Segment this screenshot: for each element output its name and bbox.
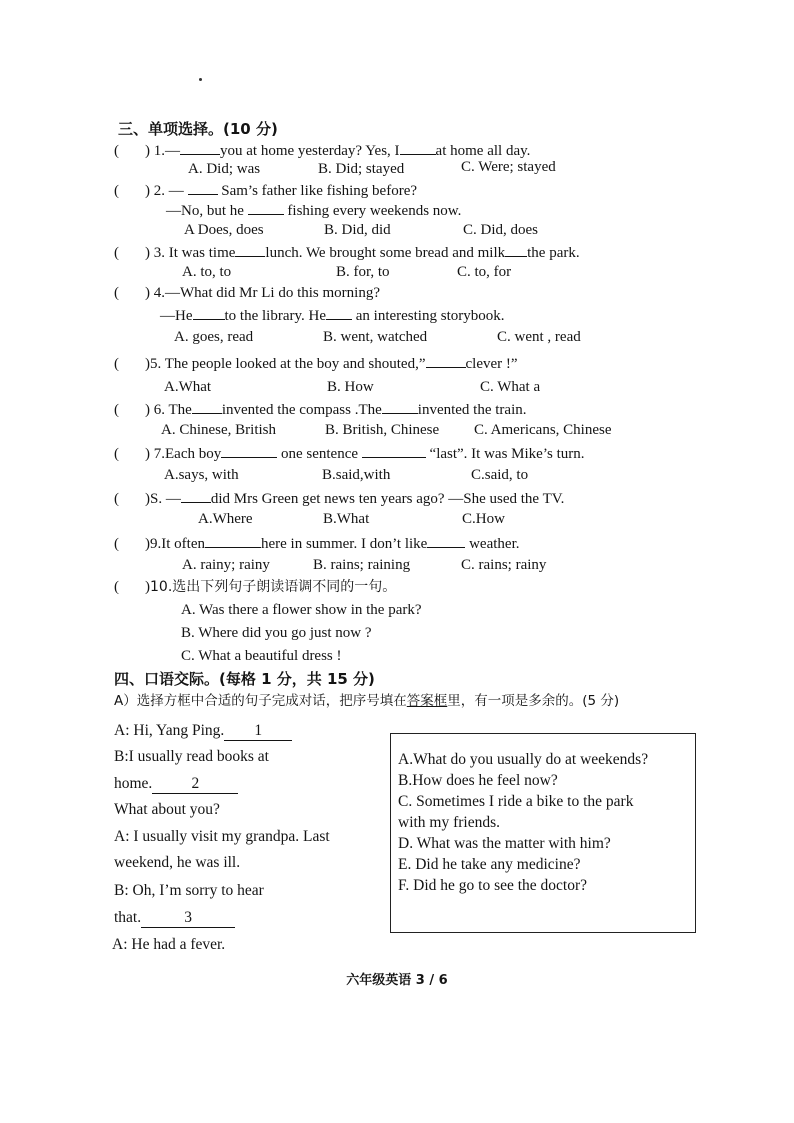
q3-option-a[interactable]: A. to, to xyxy=(182,264,232,280)
stray-dot xyxy=(199,78,202,81)
box-option-f: F. Did he go to see the doctor? xyxy=(398,877,588,894)
answer-blank[interactable] xyxy=(426,353,466,368)
section-4a-instruction: A）选择方框中合适的句子完成对话，把序号填在答案框里，有一项是多余的。(5 分) xyxy=(114,693,620,709)
q5-option-b[interactable]: B. How xyxy=(327,379,374,395)
page-footer: 六年级英语 3 / 6 xyxy=(346,973,448,988)
answer-blank[interactable] xyxy=(235,242,265,257)
answer-blank[interactable] xyxy=(326,305,352,320)
box-option-b: B.How does he feel now? xyxy=(398,772,558,789)
question-3: ( ) 3. It was time lunch. We brought some bread and milk the park. xyxy=(114,242,580,262)
answer-blank[interactable] xyxy=(382,399,418,414)
q10-option-a[interactable]: A. Was there a flower show in the park? xyxy=(181,602,422,618)
q3-option-b[interactable]: B. for, to xyxy=(336,264,390,280)
answer-options-box xyxy=(390,733,696,933)
q7-option-c[interactable]: C.said, to xyxy=(471,467,529,483)
answer-blank[interactable] xyxy=(188,180,218,195)
q7-option-b[interactable]: B.said,with xyxy=(322,467,391,483)
q4-option-a[interactable]: A. goes, read xyxy=(174,329,254,345)
box-option-c-cont: with my friends. xyxy=(398,814,501,831)
section-3-title: 三、单项选择。(10 分) xyxy=(118,120,278,138)
q8-option-c[interactable]: C.How xyxy=(462,511,505,527)
q8-option-a[interactable]: A.Where xyxy=(198,511,253,527)
q6-option-c[interactable]: C. Americans, Chinese xyxy=(474,422,612,438)
q4-option-b[interactable]: B. went, watched xyxy=(323,329,428,345)
answer-blank[interactable] xyxy=(180,140,220,155)
q3-option-c[interactable]: C. to, for xyxy=(457,264,512,280)
question-10: ( )10.选出下列句子朗读语调不同的一句。 xyxy=(114,579,397,595)
q2-option-a[interactable]: A Does, does xyxy=(184,222,264,238)
q4-option-c[interactable]: C. went , read xyxy=(497,329,581,345)
q9-option-a[interactable]: A. rainy; rainy xyxy=(182,557,270,573)
q9-option-c[interactable]: C. rains; rainy xyxy=(461,557,547,573)
dialogue-line-3: home. 2 xyxy=(114,774,238,794)
q7-option-a[interactable]: A.says, with xyxy=(164,467,239,483)
question-4: ( ) 4.—What did Mr Li do this morning? xyxy=(114,285,380,301)
answer-blank[interactable] xyxy=(181,488,211,503)
q10-option-c[interactable]: C. What a beautiful dress ! xyxy=(181,648,342,664)
q1-option-b[interactable]: B. Did; stayed xyxy=(318,161,405,177)
question-2-reply: —No, but he fishing every weekends now. xyxy=(166,200,461,220)
answer-blank[interactable] xyxy=(205,533,261,548)
answer-blank[interactable] xyxy=(400,140,436,155)
q2-option-b[interactable]: B. Did, did xyxy=(324,222,391,238)
section-4-title: 四、口语交际。(每格 1 分，共 15 分) xyxy=(114,670,375,688)
q9-option-b[interactable]: B. rains; raining xyxy=(313,557,411,573)
answer-blank-2[interactable]: 2 xyxy=(152,774,238,794)
dialogue-line-7: B: Oh, I’m sorry to hear xyxy=(114,882,264,899)
q1-option-c[interactable]: C. Were; stayed xyxy=(461,159,556,175)
q10-option-b[interactable]: B. Where did you go just now ? xyxy=(181,625,372,641)
question-5: ( )5. The people looked at the boy and shouted,” clever !” xyxy=(114,353,518,373)
answer-blank[interactable] xyxy=(427,533,465,548)
q8-option-b[interactable]: B.What xyxy=(323,511,370,527)
answer-blank[interactable] xyxy=(362,443,426,458)
dialogue-line-4: What about you? xyxy=(114,801,220,818)
dialogue-line-9: A: He had a fever. xyxy=(112,936,226,953)
q6-option-a[interactable]: A. Chinese, British xyxy=(161,422,276,438)
dialogue-line-5: A: I usually visit my grandpa. Last xyxy=(114,828,330,845)
dialogue-line-2: B:I usually read books at xyxy=(114,748,269,765)
answer-blank[interactable] xyxy=(505,242,527,257)
question-6: ( ) 6. The invented the compass .The invented the train. xyxy=(114,399,527,419)
box-option-d: D. What was the matter with him? xyxy=(398,835,611,852)
answer-blank-1[interactable]: 1 xyxy=(224,721,292,741)
dialogue-line-8: that. 3 xyxy=(114,908,235,928)
question-1: ( ) 1.— you at home yesterday? Yes, I at home all day. xyxy=(114,140,530,160)
box-option-e: E. Did he take any medicine? xyxy=(398,856,581,873)
question-7: ( ) 7.Each boy one sentence “last”. It was Mike’s turn. xyxy=(114,443,585,463)
answer-blank[interactable] xyxy=(193,305,225,320)
q2-option-c[interactable]: C. Did, does xyxy=(463,222,538,238)
question-9: ( )9.It often here in summer. I don’t like weather. xyxy=(114,533,519,553)
dialogue-line-1: A: Hi, Yang Ping. 1 xyxy=(114,721,292,741)
q1-option-a[interactable]: A. Did; was xyxy=(188,161,261,177)
answer-blank-3[interactable]: 3 xyxy=(141,908,235,928)
q5-option-a[interactable]: A.What xyxy=(164,379,212,395)
question-2: ( ) 2. — Sam’s father like fishing before? xyxy=(114,180,417,200)
answer-blank[interactable] xyxy=(248,200,284,215)
dialogue-line-6: weekend, he was ill. xyxy=(114,854,241,871)
question-8: ( )S. — did Mrs Green get news ten years ago? —She used the TV. xyxy=(114,488,564,508)
box-option-c: C. Sometimes I ride a bike to the park xyxy=(398,793,634,810)
answer-blank[interactable] xyxy=(192,399,222,414)
q6-option-b[interactable]: B. British, Chinese xyxy=(325,422,440,438)
q5-option-c[interactable]: C. What a xyxy=(480,379,541,395)
question-4-reply: —He to the library. He an interesting storybook. xyxy=(160,305,504,325)
box-option-a: A.What do you usually do at weekends? xyxy=(398,751,649,768)
answer-blank[interactable] xyxy=(221,443,277,458)
